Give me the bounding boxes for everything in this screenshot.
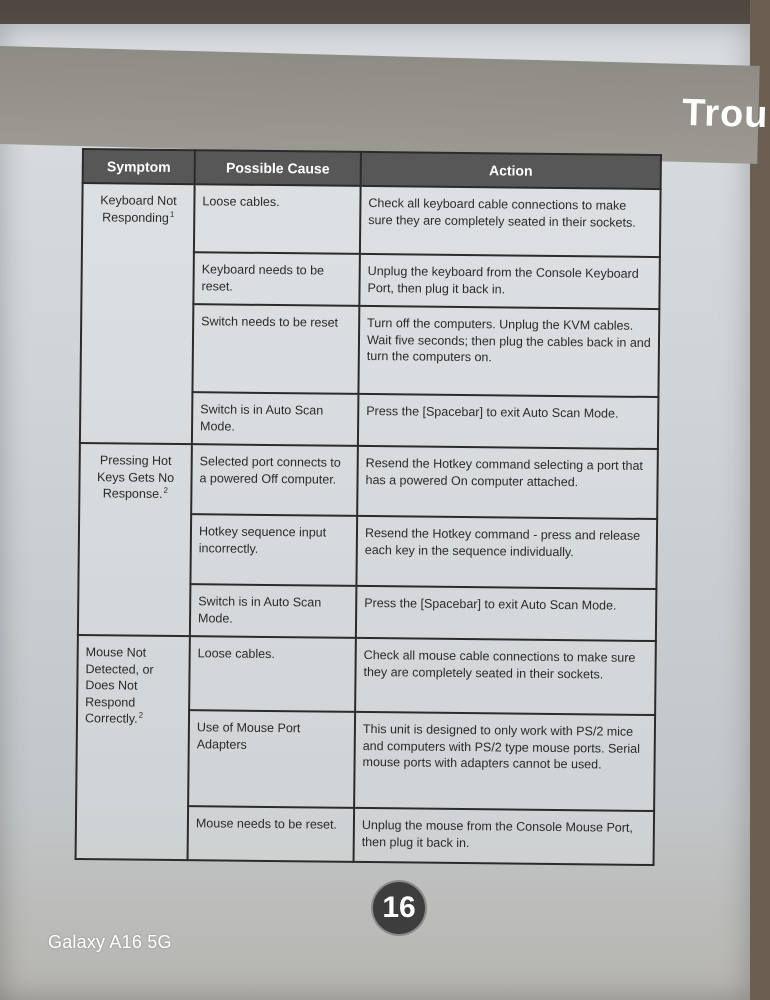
action-cell: Press the [Spacebar] to exit Auto Scan Mode. bbox=[358, 394, 659, 449]
action-cell: Check all keyboard cable connections to make sure they are completely seated in their sockets. bbox=[360, 186, 661, 257]
cause-cell: Mouse needs to be reset. bbox=[188, 807, 355, 863]
table-row bbox=[77, 635, 656, 715]
column-header-symptom: Symptom bbox=[83, 149, 195, 185]
column-header-possible-cause: Possible Cause bbox=[195, 150, 361, 186]
cause-cell: Hotkey sequence input incorrectly. bbox=[190, 515, 357, 587]
action-cell: This unit is designed to only work with PS/2 mice and computers with PS/2 type mouse ports. Serial mouse ports with adapters cannot be used. bbox=[354, 712, 655, 811]
cause-cell: Selected port connects to a powered Off computer. bbox=[191, 445, 358, 517]
action-cell: Unplug the mouse from the Console Mouse Port, then plug it back in. bbox=[354, 808, 655, 865]
troubleshooting-table bbox=[75, 148, 662, 867]
cause-cell: Switch needs to be reset bbox=[192, 305, 359, 395]
table-row bbox=[79, 443, 658, 519]
symptom-text: Keyboard Not Responding bbox=[100, 193, 177, 226]
footnote-marker: 2 bbox=[138, 711, 144, 721]
action-cell: Unplug the keyboard from the Console Keyboard Port, then plug it back in. bbox=[359, 254, 660, 309]
action-cell: Press the [Spacebar] to exit Auto Scan Mode. bbox=[356, 586, 657, 641]
action-cell: Resend the Hotkey command selecting a port that has a powered On computer attached. bbox=[357, 446, 658, 519]
symptom-text: Pressing Hot Keys Gets No Response. bbox=[96, 453, 175, 502]
page-number-badge: 16 bbox=[373, 882, 425, 934]
camera-watermark: Galaxy A16 5G bbox=[48, 932, 172, 952]
cause-cell: Switch is in Auto Scan Mode. bbox=[192, 393, 359, 447]
symptom-text: Mouse Not Detected, or Does Not Respond Correctly. bbox=[84, 645, 154, 727]
symptom-cell-hotkeys bbox=[78, 443, 192, 636]
cause-cell: Keyboard needs to be reset. bbox=[193, 253, 360, 307]
symptom-cell-keyboard bbox=[80, 183, 195, 444]
footnote-marker: 1 bbox=[169, 209, 175, 219]
cause-cell: Use of Mouse Port Adapters bbox=[188, 711, 355, 809]
cause-cell: Switch is in Auto Scan Mode. bbox=[190, 585, 357, 639]
footnote-marker: 2 bbox=[163, 486, 169, 496]
action-cell: Turn off the computers. Unplug the KVM cables. Wait five seconds; then plug the cables back in and turn the computers on. bbox=[358, 306, 659, 397]
symptom-cell-mouse bbox=[76, 635, 190, 860]
action-cell: Check all mouse cable connections to make sure they are completely seated in their sockets. bbox=[355, 638, 656, 715]
section-title: Trou bbox=[681, 91, 770, 137]
header-band bbox=[0, 46, 770, 164]
cause-cell: Loose cables. bbox=[194, 185, 361, 255]
table-row bbox=[82, 183, 661, 257]
cause-cell: Loose cables. bbox=[189, 637, 356, 713]
action-cell: Resend the Hotkey command - press and release each key in the sequence individually. bbox=[356, 516, 657, 589]
column-header-action: Action bbox=[361, 152, 661, 190]
